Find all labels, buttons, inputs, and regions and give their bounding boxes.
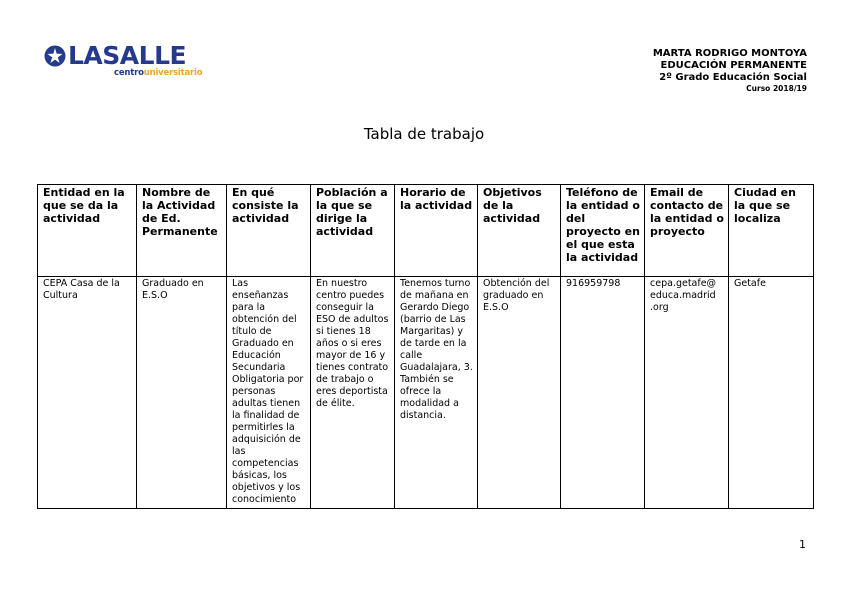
- column-header-poblacion: Población a la que se dirige la actividad: [311, 185, 395, 277]
- column-header-entidad: Entidad en la que se da la actividad: [38, 185, 137, 277]
- column-header-objetivos: Objetivos de la actividad: [478, 185, 561, 277]
- column-header-horario: Horario de la actividad: [395, 185, 478, 277]
- table-row: [38, 277, 814, 509]
- author-name: MARTA RODRIGO MONTOYA: [652, 48, 807, 59]
- lasalle-logo: [44, 41, 214, 80]
- column-header-nombre: Nombre de la Actividad de Ed. Permanente: [137, 185, 227, 277]
- cell-ciudad: Getafe: [729, 277, 814, 509]
- horario-presencial: Tenemos turno de mañana en Gerardo Diego (barrio de Las Margaritas) y de tarde en la calle Guadalajara, 3.: [400, 278, 473, 373]
- course-name: 2º Grado Educación Social: [659, 72, 807, 83]
- cell-horario: [395, 277, 478, 509]
- cell-objetivos: Obtención del graduado en E.S.O: [478, 277, 561, 509]
- column-header-email: Email de contacto de la entidad o proyecto: [645, 185, 729, 277]
- page-title: Tabla de trabajo: [363, 125, 485, 143]
- column-header-telefono: Teléfono de la entidad o del proyecto en el que esta la actividad: [561, 185, 645, 277]
- document-header: [653, 48, 807, 93]
- column-header-consiste: En qué consiste la actividad: [227, 185, 311, 277]
- horario-distancia: También se ofrece la modalidad a distancia.: [400, 374, 459, 421]
- column-header-ciudad: Ciudad en la que se localiza: [729, 185, 814, 277]
- page-number: 1: [799, 538, 806, 551]
- logo-wordmark: LASALLE: [68, 41, 187, 70]
- lasalle-star-icon: [44, 45, 66, 67]
- cell-consiste: Las enseñanzas para la obtención del título de Graduado en Educación Secundaria Obligatoria por personas adultas tienen la finalidad de permitirles la adquisición de las competencias básicas, los objetivos y los conocimiento: [227, 277, 311, 509]
- cell-telefono: 916959798: [561, 277, 645, 509]
- logo-subtitle: centrouniversitario: [114, 68, 203, 78]
- table-header-row: [38, 185, 814, 277]
- cell-entidad: CEPA Casa de la Cultura: [38, 277, 137, 509]
- program-name: EDUCACIÓN PERMANENTE: [660, 60, 807, 71]
- cell-email: cepa.getafe@ educa.madrid .org: [645, 277, 729, 509]
- cell-nombre: Graduado en E.S.O: [137, 277, 227, 509]
- cell-poblacion: En nuestro centro puedes conseguir la ESO de adultos si tienes 18 años o si eres mayor de 16 y tienes contrato de trabajo o eres deportista de élite.: [311, 277, 395, 509]
- academic-year: Curso 2018/19: [746, 84, 807, 93]
- work-table: [37, 184, 814, 509]
